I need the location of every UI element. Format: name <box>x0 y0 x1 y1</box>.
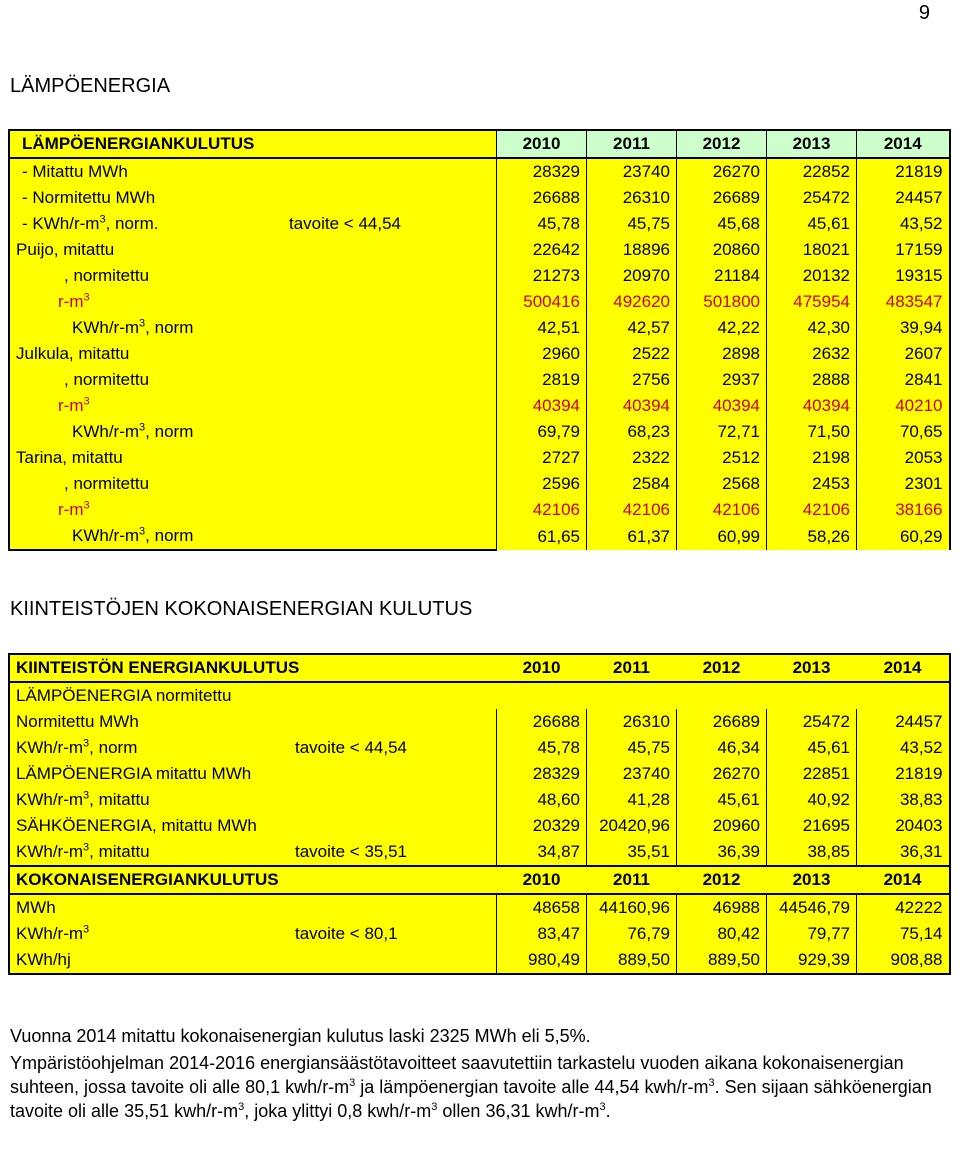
table-cell: 501800 <box>677 289 767 315</box>
table-cell: 58,26 <box>767 523 857 550</box>
table-cell: 40394 <box>767 393 857 419</box>
heat-energy-table <box>8 129 951 551</box>
table-row <box>9 709 950 735</box>
table-cell: 48658 <box>497 894 587 921</box>
table-cell: 21695 <box>767 813 857 839</box>
table-cell: 980,49 <box>497 947 587 974</box>
table-cell: 26310 <box>587 185 677 211</box>
table-cell: 889,50 <box>677 947 767 974</box>
table-cell: 22852 <box>767 158 857 185</box>
table-cell: 42,30 <box>767 315 857 341</box>
row-label: KWh/$r-m^3$, mitattu <box>9 787 289 813</box>
row-label: Normitettu MWh <box>9 709 289 735</box>
table-row <box>9 185 950 211</box>
table-cell: 889,50 <box>587 947 677 974</box>
table-cell: 42222 <box>857 894 950 921</box>
table-cell: 41,28 <box>587 787 677 813</box>
table-cell: 45,75 <box>587 211 677 237</box>
row-label: , normitettu <box>9 367 289 393</box>
row-goal <box>289 471 497 497</box>
table-cell: 21819 <box>857 158 950 185</box>
table-cell: 2632 <box>767 341 857 367</box>
row-label: Julkula, mitattu <box>9 341 289 367</box>
table-cell: 2053 <box>857 445 950 471</box>
year-header: 2012 <box>677 866 767 894</box>
table-cell: 2453 <box>767 471 857 497</box>
table-cell: 45,78 <box>497 211 587 237</box>
table-row <box>9 735 950 761</box>
row-goal <box>289 237 497 263</box>
table-cell: 18021 <box>767 237 857 263</box>
table-cell: 2568 <box>677 471 767 497</box>
year-header: 2012 <box>677 130 767 158</box>
table-cell: 70,65 <box>857 419 950 445</box>
table-cell: 2960 <box>497 341 587 367</box>
table-cell: 24457 <box>857 185 950 211</box>
table-cell: 26310 <box>587 709 677 735</box>
row-label: LÄMPÖENERGIA mitattu MWh <box>9 761 289 787</box>
table-cell: 40394 <box>587 393 677 419</box>
table-cell: 26688 <box>497 185 587 211</box>
table-row <box>9 237 950 263</box>
row-label: KWh/$r-m^3$, mitattu <box>9 839 289 866</box>
year-header: 2010 <box>497 866 587 894</box>
table-cell: 48,60 <box>497 787 587 813</box>
row-label: $r-m^3$ <box>9 393 289 419</box>
table-cell: 21273 <box>497 263 587 289</box>
table-header-row <box>9 130 950 158</box>
table-cell: 45,61 <box>767 735 857 761</box>
subheader-row <box>9 682 950 709</box>
row-goal <box>289 185 497 211</box>
year-header: 2013 <box>767 654 857 682</box>
year-header: 2011 <box>587 866 677 894</box>
table-cell: 20970 <box>587 263 677 289</box>
table-cell: 20960 <box>677 813 767 839</box>
year-header: 2010 <box>497 654 587 682</box>
row-goal <box>289 367 497 393</box>
table-cell: 76,79 <box>587 921 677 947</box>
table-cell: 2596 <box>497 471 587 497</box>
subheader-label: LÄMPÖENERGIA normitettu <box>9 682 950 709</box>
table-cell: 40394 <box>497 393 587 419</box>
table-cell: 79,77 <box>767 921 857 947</box>
row-goal <box>289 263 497 289</box>
table-row <box>9 497 950 523</box>
property-energy-table <box>8 653 951 975</box>
table-cell: 2607 <box>857 341 950 367</box>
row-goal <box>289 393 497 419</box>
table-cell: 60,29 <box>857 523 950 550</box>
row-goal: tavoite < 80,1 <box>289 921 497 947</box>
table-row <box>9 158 950 185</box>
row-goal <box>289 315 497 341</box>
row-label: $r-m^3$ <box>9 289 289 315</box>
row-goal <box>289 158 497 185</box>
year-header: 2014 <box>857 130 950 158</box>
row-label: - Normitettu MWh <box>9 185 289 211</box>
table-cell: 24457 <box>857 709 950 735</box>
row-goal <box>289 894 497 921</box>
table-cell: 25472 <box>767 709 857 735</box>
table-row <box>9 289 950 315</box>
total-header-row-label: KOKONAISENERGIANKULUTUS <box>9 866 497 894</box>
table-cell: 42106 <box>587 497 677 523</box>
table-cell: 2888 <box>767 367 857 393</box>
table-cell: 44160,96 <box>587 894 677 921</box>
row-label: $r-m^3$ <box>9 497 289 523</box>
table-cell: 908,88 <box>857 947 950 974</box>
table-cell: 43,52 <box>857 211 950 237</box>
goals-paragraph: Ympäristöohjelman 2014-2016 energiansäästötavoitteet saavutettiin tarkastelu vuoden aikana kokonaisenergian suhteen, jossa tavoite oli alle 80,1 kwh/$r-m^3$ ja lämpöenergian tavoite alle 44,54 kwh/$r-m^3$. Sen sijaan sähköenergian tavoite oli alle 35,51 kwh/$r-m^3$, joka ylittyi 0,8 kwh/$r-m^3$ ollen 36,31 kwh/$r-m^3$. <box>10 1053 932 1121</box>
year-header: 2012 <box>677 654 767 682</box>
year-header: 2011 <box>587 654 677 682</box>
table-cell: 20860 <box>677 237 767 263</box>
table-cell: 20403 <box>857 813 950 839</box>
table-cell: 26270 <box>677 158 767 185</box>
row-label: Tarina, mitattu <box>9 445 289 471</box>
table-cell: 21819 <box>857 761 950 787</box>
table-cell: 22851 <box>767 761 857 787</box>
table-cell: 2322 <box>587 445 677 471</box>
row-goal: tavoite < 44,54 <box>289 735 497 761</box>
table-cell: 44546,79 <box>767 894 857 921</box>
table-cell: 28329 <box>497 158 587 185</box>
table-cell: 492620 <box>587 289 677 315</box>
table-row <box>9 315 950 341</box>
table-cell: 45,75 <box>587 735 677 761</box>
summary-paragraph: Vuonna 2014 mitattu kokonaisenergian kulutus laski 2325 MWh eli 5,5%. <box>10 1026 591 1046</box>
table-cell: 22642 <box>497 237 587 263</box>
table-cell: 40210 <box>857 393 950 419</box>
table-row <box>9 523 950 550</box>
row-label: KWh/hj <box>9 947 289 974</box>
row-label: KWh/$r-m^3$ <box>9 921 289 947</box>
row-label: Puijo, mitattu <box>9 237 289 263</box>
table-cell: 45,78 <box>497 735 587 761</box>
table-cell: 2727 <box>497 445 587 471</box>
table-cell: 61,65 <box>497 523 587 550</box>
table-cell: 2756 <box>587 367 677 393</box>
table-cell: 26689 <box>677 185 767 211</box>
table-cell: 2584 <box>587 471 677 497</box>
table-row <box>9 393 950 419</box>
table-cell: 23740 <box>587 158 677 185</box>
table-row <box>9 263 950 289</box>
table-row <box>9 947 950 974</box>
table-cell: 80,42 <box>677 921 767 947</box>
table-cell: 43,52 <box>857 735 950 761</box>
table-cell: 42106 <box>767 497 857 523</box>
table-cell: 46988 <box>677 894 767 921</box>
table-row <box>9 341 950 367</box>
table-cell: 36,31 <box>857 839 950 866</box>
table-cell: 17159 <box>857 237 950 263</box>
table-row <box>9 813 950 839</box>
table-cell: 475954 <box>767 289 857 315</box>
table-cell: 2512 <box>677 445 767 471</box>
table-cell: 42106 <box>677 497 767 523</box>
table-row <box>9 761 950 787</box>
table-cell: 60,99 <box>677 523 767 550</box>
year-header: 2014 <box>857 654 950 682</box>
row-goal <box>289 761 497 787</box>
row-goal <box>289 947 497 974</box>
table-cell: 40394 <box>677 393 767 419</box>
row-label: KWh/$r-m^3$, norm <box>9 315 289 341</box>
table-cell: 83,47 <box>497 921 587 947</box>
table-cell: 21184 <box>677 263 767 289</box>
table-cell: 2841 <box>857 367 950 393</box>
row-goal <box>289 341 497 367</box>
table-cell: 42,57 <box>587 315 677 341</box>
table-cell: 2522 <box>587 341 677 367</box>
row-goal <box>289 813 497 839</box>
table-cell: 26688 <box>497 709 587 735</box>
table-cell: 39,94 <box>857 315 950 341</box>
total-header-row <box>9 866 950 894</box>
table-cell: 26270 <box>677 761 767 787</box>
table-cell: 68,23 <box>587 419 677 445</box>
year-header: 2011 <box>587 130 677 158</box>
table-cell: 2819 <box>497 367 587 393</box>
table-cell: 20329 <box>497 813 587 839</box>
table-cell: 61,37 <box>587 523 677 550</box>
row-goal: tavoite < 35,51 <box>289 839 497 866</box>
row-label: KWh/$r-m^3$, norm <box>9 523 289 550</box>
table-header-label: LÄMPÖENERGIANKULUTUS <box>9 130 497 158</box>
table-cell: 72,71 <box>677 419 767 445</box>
row-label: , normitettu <box>9 263 289 289</box>
table-cell: 40,92 <box>767 787 857 813</box>
year-header: 2014 <box>857 866 950 894</box>
row-goal <box>289 289 497 315</box>
row-goal <box>289 445 497 471</box>
table-cell: 500416 <box>497 289 587 315</box>
table-cell: 45,61 <box>677 787 767 813</box>
table-cell: 35,51 <box>587 839 677 866</box>
row-goal <box>289 419 497 445</box>
table-cell: 929,39 <box>767 947 857 974</box>
table-cell: 46,34 <box>677 735 767 761</box>
row-label: MWh <box>9 894 289 921</box>
table-cell: 25472 <box>767 185 857 211</box>
section-title-total-energy: KIINTEISTÖJEN KOKONAISENERGIAN KULUTUS <box>10 598 473 620</box>
table-cell: 28329 <box>497 761 587 787</box>
table-header-row <box>9 654 950 682</box>
row-label: - Mitattu MWh <box>9 158 289 185</box>
table-cell: 45,68 <box>677 211 767 237</box>
row-label: SÄHKÖENERGIA, mitattu MWh <box>9 813 289 839</box>
table-cell: 38166 <box>857 497 950 523</box>
row-goal: tavoite < 44,54 <box>289 211 497 237</box>
table-row <box>9 894 950 921</box>
table-cell: 36,39 <box>677 839 767 866</box>
row-goal <box>289 497 497 523</box>
table-cell: 23740 <box>587 761 677 787</box>
table-cell: 26689 <box>677 709 767 735</box>
page-number: 9 <box>918 2 930 24</box>
table-row <box>9 471 950 497</box>
table-row <box>9 367 950 393</box>
table-cell: 2937 <box>677 367 767 393</box>
table-row <box>9 211 950 237</box>
table-cell: 2198 <box>767 445 857 471</box>
table-cell: 483547 <box>857 289 950 315</box>
table-cell: 71,50 <box>767 419 857 445</box>
year-header: 2013 <box>767 130 857 158</box>
row-label: KWh/$r-m^3$, norm <box>9 419 289 445</box>
table-cell: 38,83 <box>857 787 950 813</box>
table-cell: 45,61 <box>767 211 857 237</box>
year-header: 2010 <box>497 130 587 158</box>
table-cell: 42,51 <box>497 315 587 341</box>
table-cell: 18896 <box>587 237 677 263</box>
table-row <box>9 445 950 471</box>
table-row <box>9 839 950 866</box>
table-cell: 75,14 <box>857 921 950 947</box>
row-goal <box>289 787 497 813</box>
table-cell: 19315 <box>857 263 950 289</box>
table-cell: 2301 <box>857 471 950 497</box>
table-row <box>9 419 950 445</box>
table-cell: 42,22 <box>677 315 767 341</box>
table-row <box>9 787 950 813</box>
row-goal <box>289 523 497 550</box>
table-cell: 34,87 <box>497 839 587 866</box>
section-title-heat-energy: LÄMPÖENERGIA <box>10 75 171 97</box>
row-goal <box>289 709 497 735</box>
year-header: 2013 <box>767 866 857 894</box>
row-label: , normitettu <box>9 471 289 497</box>
table-cell: 42106 <box>497 497 587 523</box>
table-cell: 20132 <box>767 263 857 289</box>
row-label: - KWh/$r-m^3$, norm. <box>9 211 289 237</box>
table-cell: 2898 <box>677 341 767 367</box>
row-label: KWh/$r-m^3$, norm <box>9 735 289 761</box>
table-header-row-label: KIINTEISTÖN ENERGIANKULUTUS <box>9 654 497 682</box>
table-cell: 20420,96 <box>587 813 677 839</box>
table-cell: 38,85 <box>767 839 857 866</box>
table-row <box>9 921 950 947</box>
table-cell: 69,79 <box>497 419 587 445</box>
